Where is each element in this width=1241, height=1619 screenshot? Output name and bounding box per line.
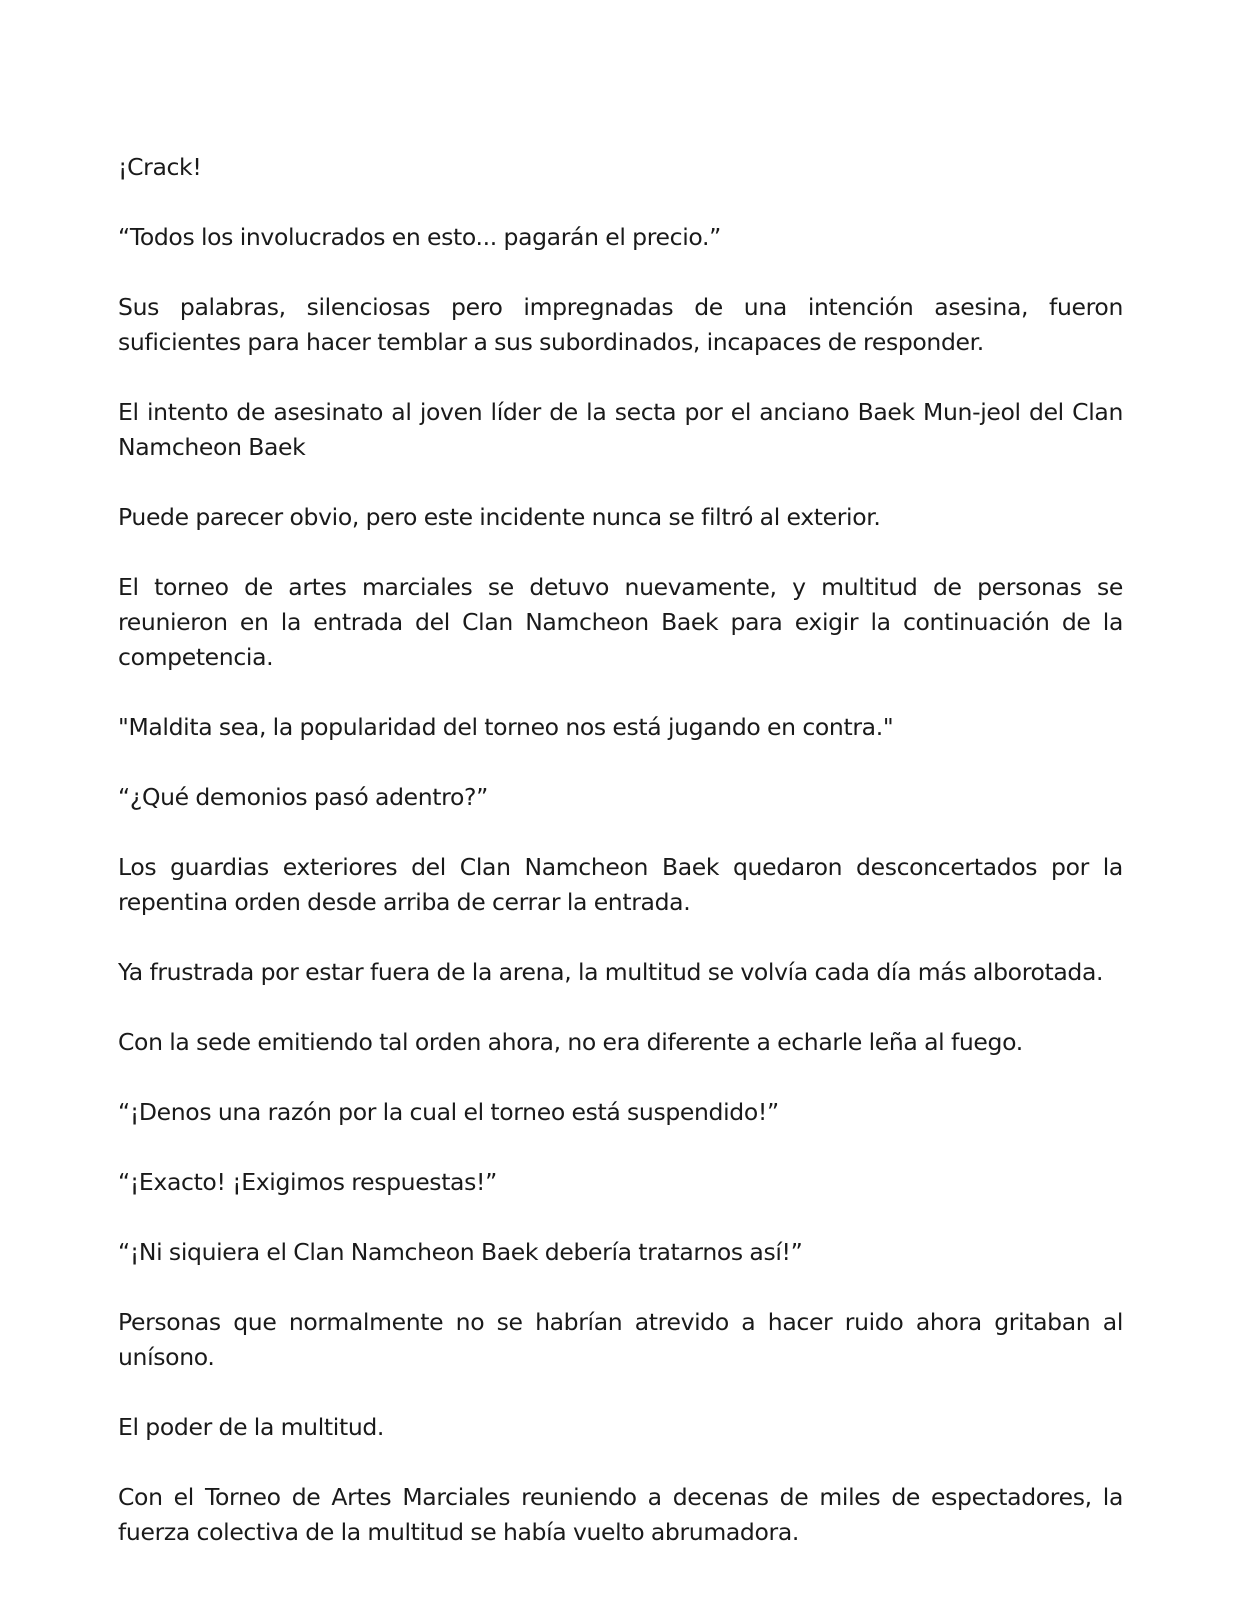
paragraph-17: Con el Torneo de Artes Marciales reuniendo a decenas de miles de espectadores, la fuerza colectiva de la multitud se había vuelto abrumadora. [118, 1483, 1123, 1546]
paragraph-11: Con la sede emitiendo tal orden ahora, no era diferente a echarle leña al fuego. [118, 1028, 1023, 1056]
paragraph-3: Sus palabras, silenciosas pero impregnadas de una intención asesina, fueron suficientes para hacer temblar a sus subordinados, incapaces de responder. [118, 293, 1123, 356]
paragraph-16: El poder de la multitud. [118, 1413, 385, 1441]
paragraph-13: “¡Exacto! ¡Exigimos respuestas!” [118, 1168, 497, 1196]
paragraph-9: Los guardias exteriores del Clan Namcheon Baek quedaron desconcertados por la repentina orden desde arriba de cerrar la entrada. [118, 853, 1123, 916]
paragraph-1: ¡Crack! [118, 153, 202, 181]
paragraph-10: Ya frustrada por estar fuera de la arena, la multitud se volvía cada día más alborotada. [118, 958, 1104, 986]
paragraph-2: “Todos los involucrados en esto... pagarán el precio.” [118, 223, 721, 251]
paragraph-15: Personas que normalmente no se habrían atrevido a hacer ruido ahora gritaban al unísono. [118, 1308, 1123, 1371]
paragraph-5: Puede parecer obvio, pero este incidente nunca se filtró al exterior. [118, 503, 881, 531]
paragraph-4: El intento de asesinato al joven líder de la secta por el anciano Baek Mun-jeol del Clan Namcheon Baek [118, 398, 1123, 461]
paragraph-7: "Maldita sea, la popularidad del torneo nos está jugando en contra." [118, 713, 894, 741]
paragraph-12: “¡Denos una razón por la cual el torneo está suspendido!” [118, 1098, 779, 1126]
paragraph-6: El torneo de artes marciales se detuvo nuevamente, y multitud de personas se reunieron en la entrada del Clan Namcheon Baek para exigir la continuación de la competencia. [118, 573, 1123, 671]
paragraph-14: “¡Ni siquiera el Clan Namcheon Baek debería tratarnos así!” [118, 1238, 803, 1266]
paragraph-8: “¿Qué demonios pasó adentro?” [118, 783, 488, 811]
document-body [118, 150, 1123, 1585]
